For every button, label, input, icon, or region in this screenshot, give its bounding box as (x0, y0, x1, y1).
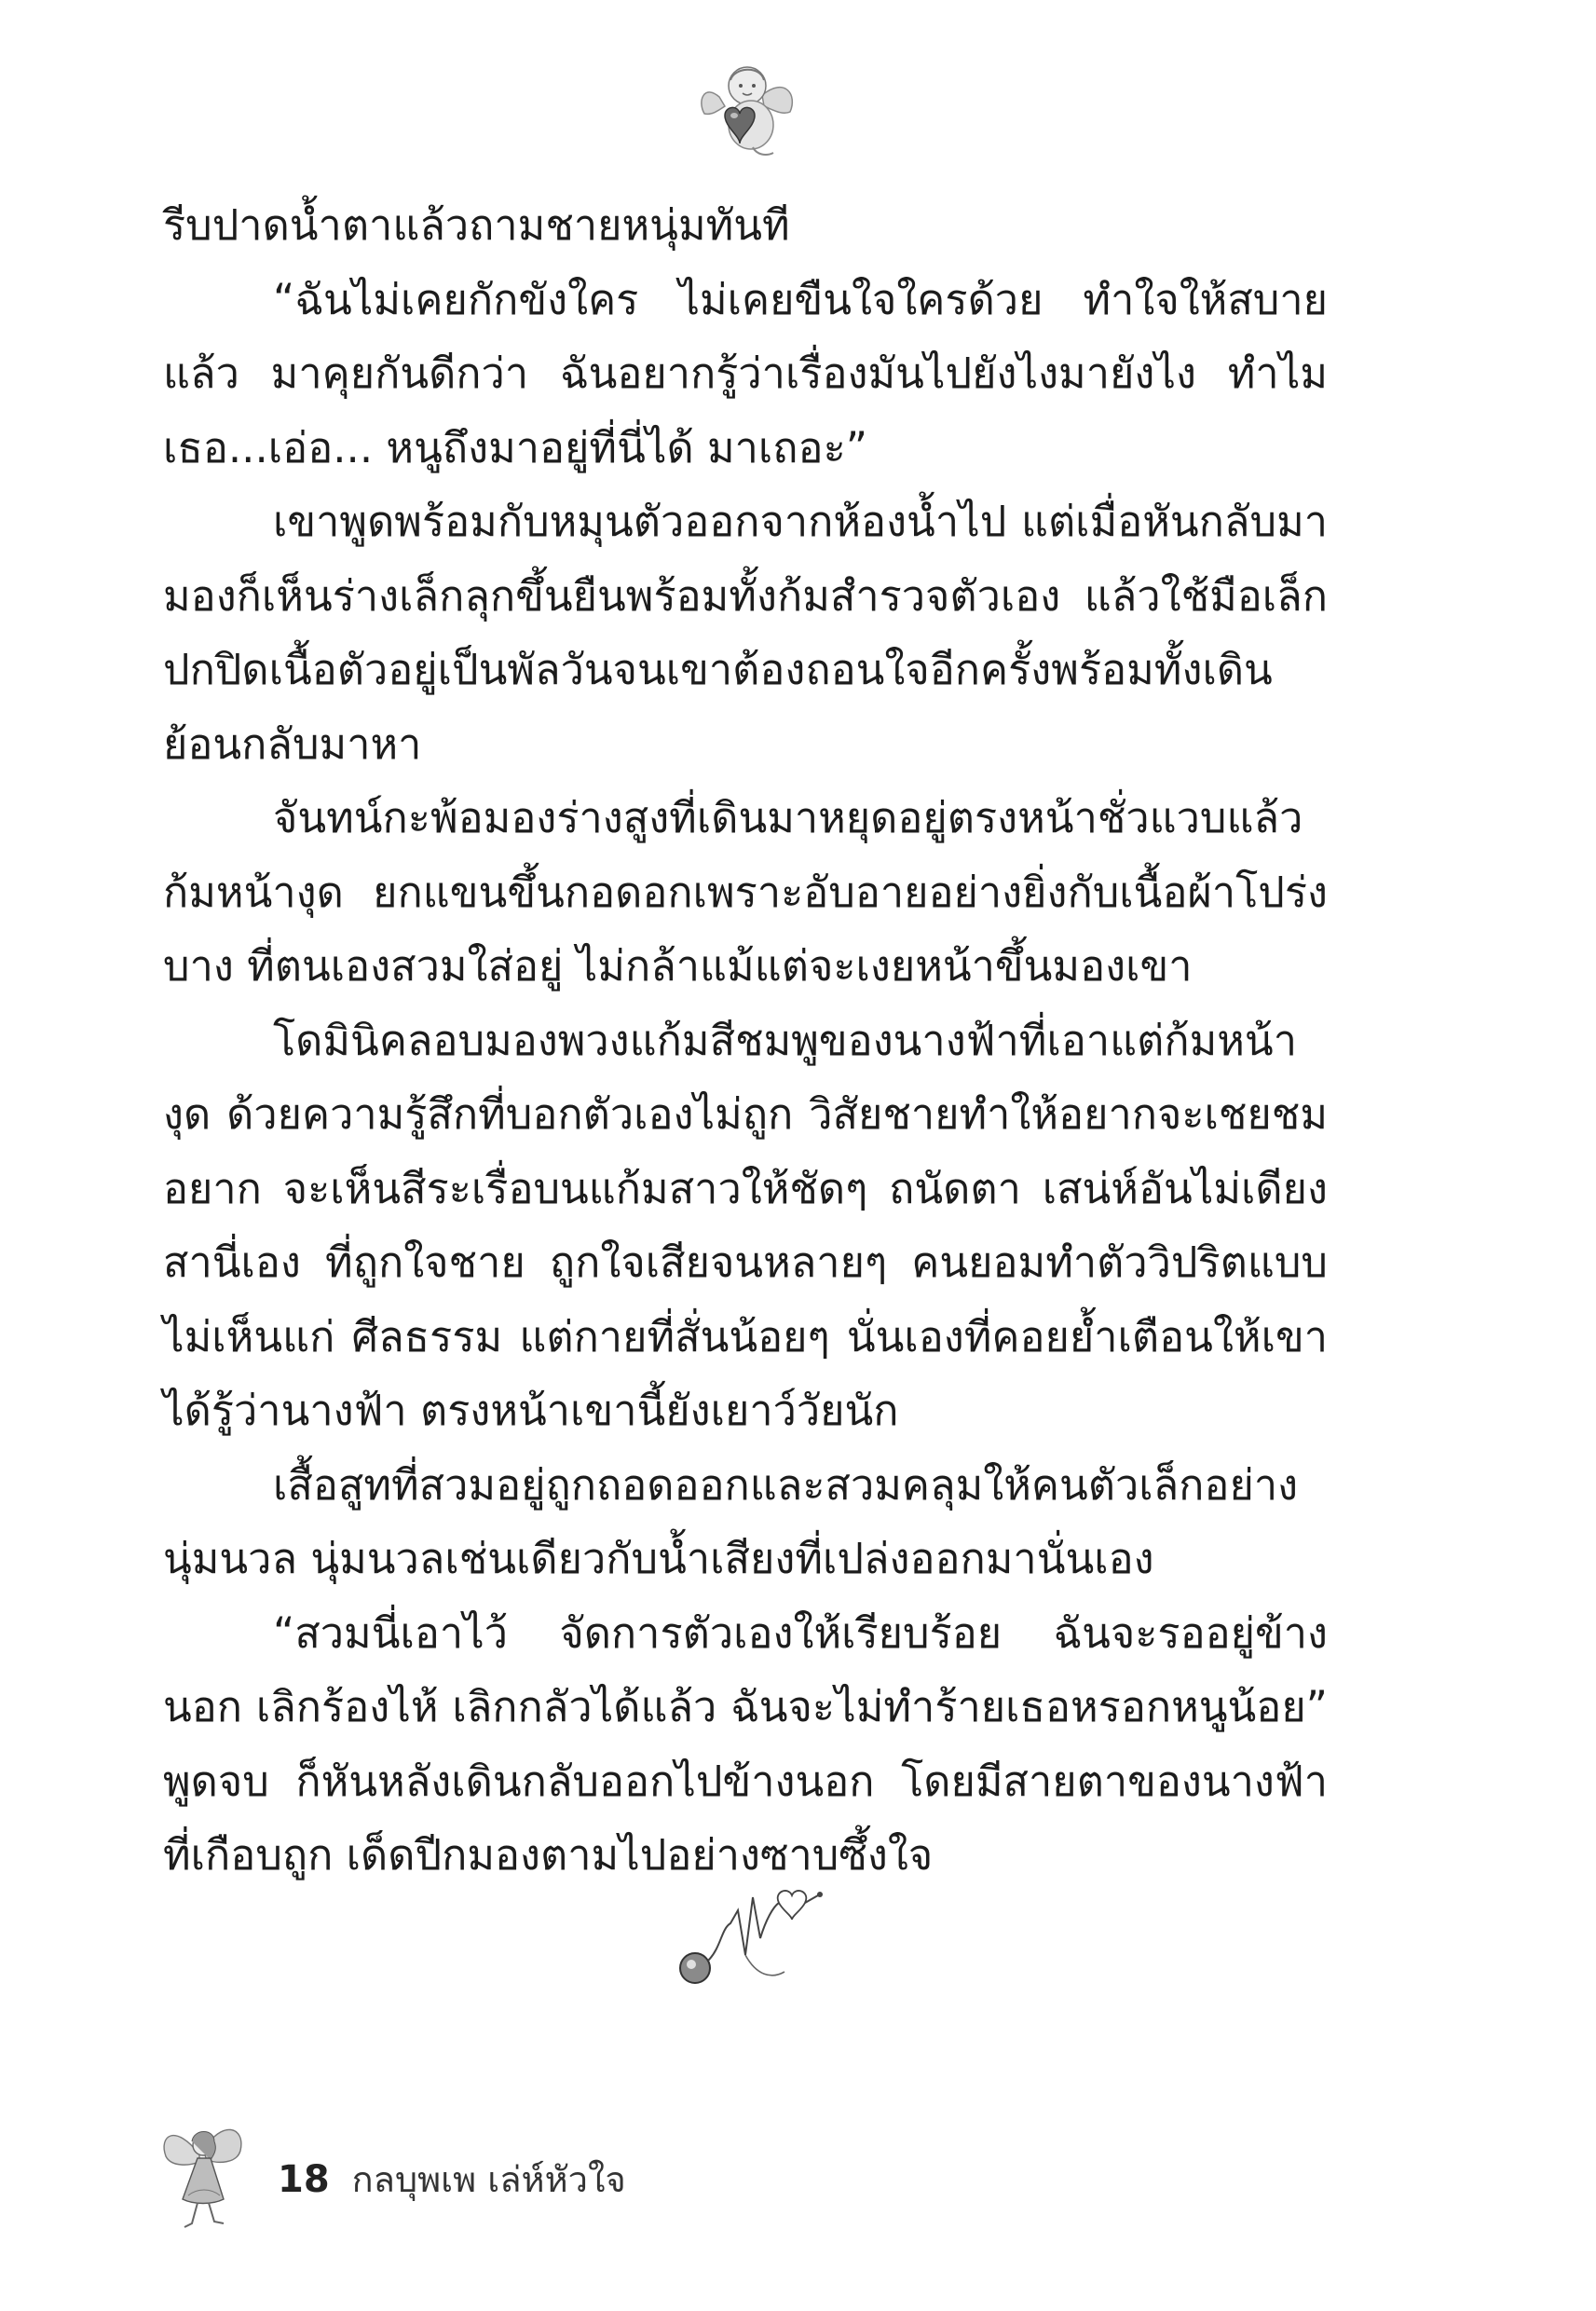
paragraph-7: “สวมนี่เอาไว้ จัดการตัวเองให้เรียบร้อย ฉันจะรออยู่ข้างนอก เลิกร้องไห้ เลิกกลัวได้แล้ว ฉันจะไม่ทำร้ายเธอหรอกหนูน้อย” พูดจบ ก็หันหลังเดินกลับออกไปข้างนอก โดยมีสายตาของนางฟ้าที่เกือบถูก เด็ดปีกมองตามไปอย่างซาบซึ้งใจ (163, 1607, 1328, 1880)
paragraph-5: โดมินิคลอบมองพวงแก้มสีชมพูของนางฟ้าที่เอาแต่ก้มหน้างุด ด้วยความรู้สึกที่บอกตัวเองไม่ถูก วิสัยชายทำให้อยากจะเชยชม อยาก จะเห็นสีระเรื่อบนแก้มสาวให้ชัดๆ ถนัดตา เสน่ห์อันไม่เดียงสานี่เอง ที่ถูกใจชาย ถูกใจเสียจนหลายๆ คนยอมทำตัววิปริตแบบไม่เห็นแก่ ศีลธรรม แต่กายที่สั่นน้อยๆ นั่นเองที่คอยย้ำเตือนให้เขาได้รู้ว่านางฟ้า ตรงหน้าเขานี้ยังเยาว์วัยนัก (163, 1015, 1328, 1435)
page-number: 18 (278, 2158, 330, 2201)
paragraph-3: เขาพูดพร้อมกับหมุนตัวออกจากห้องน้ำไป แต่เมื่อหันกลับมา มองก็เห็นร่างเล็กลุกขึ้นยืนพร้อมทั้งก้มสำรวจตัวเอง แล้วใช้มือเล็ก ปกปิดเนื้อตัวอยู่เป็นพัลวันจนเขาต้องถอนใจอีกครั้งพร้อมทั้งเดิน ย้อนกลับมาหา (163, 497, 1328, 769)
fairy-icon (157, 2113, 250, 2233)
stethoscope-heart-icon (663, 1882, 831, 1994)
paragraph-1: รีบปาดน้ำตาแล้วถามชายหนุ่มทันที (163, 200, 790, 250)
paragraph-2: “ฉันไม่เคยกักขังใคร ไม่เคยขืนใจใครด้วย ทำใจให้สบายแล้ว มาคุยกันดีกว่า ฉันอยากรู้ว่าเรื่องมันไปยังไงมายังไง ทำไมเธอ...เอ่อ... หนูถึงมาอยู่ที่นี่ได้ มาเถอะ” (163, 274, 1328, 472)
paragraph-4: จันทน์กะพ้อมองร่างสูงที่เดินมาหยุดอยู่ตรงหน้าชั่วแวบแล้ว ก้มหน้างุด ยกแขนขึ้นกอดอกเพราะอับอายอย่างยิ่งกับเนื้อผ้าโปร่งบาง ที่ตนเองสวมใส่อยู่ ไม่กล้าแม้แต่จะเงยหน้าขึ้นมองเขา (163, 793, 1328, 991)
cupid-with-heart-icon (697, 58, 799, 162)
chapter-body-text (163, 188, 1328, 1893)
page-footer (278, 2151, 626, 2207)
book-title: กลบุพเพ เล่ห์หัวใจ (351, 2159, 626, 2200)
paragraph-6: เสื้อสูทที่สวมอยู่ถูกถอดออกและสวมคลุมให้คนตัวเล็กอย่าง นุ่มนวล นุ่มนวลเช่นเดียวกับน้ำเสียงที่เปล่งออกมานั่นเอง (163, 1459, 1299, 1583)
